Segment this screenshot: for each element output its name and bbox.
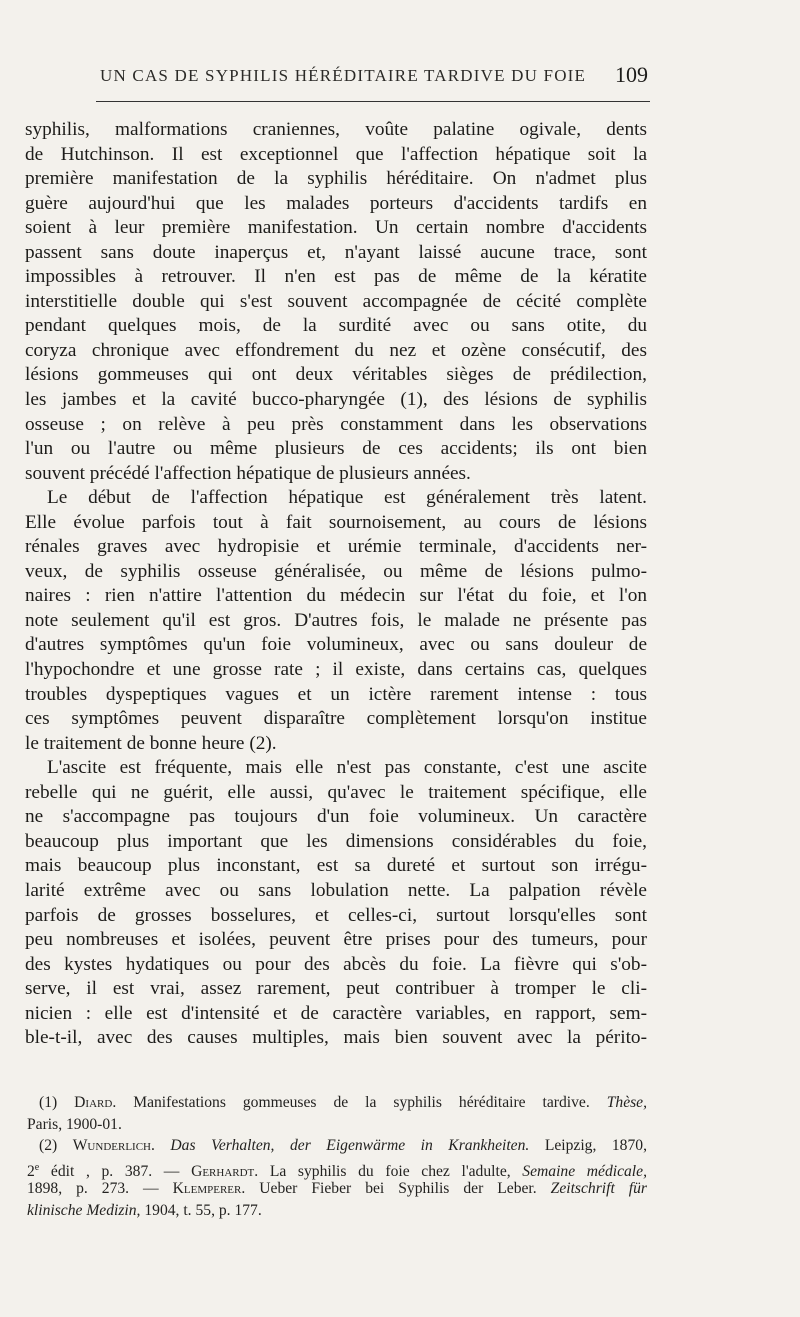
- paragraph-start-line: Le début de l'affection hépatique est généralement très latent.: [47, 487, 647, 509]
- footnote-text: Manifestations gommeuses de la syphilis héréditaire tardive.: [116, 1094, 590, 1111]
- text-line: osseuse ; on relève à peu près constamment dans les observations: [25, 413, 647, 435]
- text-line: lésions gommeuses qui ont deux véritables sièges de prédilection,: [25, 364, 647, 386]
- footnote-author: Gerhardt.: [191, 1162, 259, 1180]
- text-line: les jambes et la cavité bucco-pharyngée (1), des lésions de syphilis: [25, 389, 647, 411]
- text-line: interstitielle double qui s'est souvent accompagnée de cécité complète: [25, 290, 647, 312]
- footnote-2-line: [27, 1200, 647, 1222]
- text-line: ble-t-il, avec des causes multiples, mais bien souvent avec la périto-: [25, 1027, 647, 1049]
- footnote-text: 2: [27, 1162, 35, 1180]
- footnote-text: Ueber Fieber bei Syphilis der Leber.: [245, 1180, 551, 1198]
- text-line: l'hypochondre et une grosse rate ; il existe, dans certains cas, quelques: [25, 659, 647, 681]
- text-line: veux, de syphilis osseuse généralisée, ou même de lésions pulmo-: [25, 560, 647, 582]
- footnote-marker: (1): [39, 1094, 58, 1111]
- text-line: troubles dyspeptiques vagues et un ictère rarement intense : tous: [25, 683, 647, 705]
- text-line: d'autres symptômes qu'un foie volumineux, avec ou sans douleur de: [25, 634, 647, 656]
- footnote-1-line: Paris, 1900-01.: [27, 1115, 122, 1133]
- footnote-superscript: e: [34, 1161, 40, 1173]
- footnote-author: Wunderlich.: [72, 1137, 155, 1155]
- header-rule: [96, 101, 650, 102]
- footnote-text: La syphilis du foie chez l'adulte,: [258, 1162, 523, 1180]
- footnote-text: Leipzig, 1870,: [529, 1137, 647, 1155]
- running-title: UN CAS DE SYPHILIS HÉRÉDITAIRE TARDIVE DU FOIE: [100, 66, 587, 85]
- text-line: guère aujourd'hui que les malades porteurs d'accidents tardifs en: [25, 192, 647, 214]
- text-line: nicien : elle est d'intensité et de caractère variables, en rapport, sem-: [25, 1002, 647, 1024]
- text-line: beaucoup plus important que les dimensions considérables du foie,: [25, 830, 647, 852]
- footnote-work-title: Zeitschrift für: [550, 1180, 647, 1198]
- text-line: de Hutchinson. Il est exceptionnel que l'affection hépatique soit la: [25, 143, 647, 165]
- footnote-work-title: klinische Medizin,: [27, 1201, 141, 1219]
- text-line: l'un ou l'autre ou même plusieurs de ces accidents; ils ont bien: [25, 438, 647, 460]
- footnote-marker: (2): [39, 1137, 58, 1155]
- footnote-work-title: Thèse,: [606, 1094, 647, 1111]
- text-line: larité extrême avec ou sans lobulation nette. La palpation révèle: [25, 879, 647, 901]
- text-line: syphilis, malformations craniennes, voûte palatine ogivale, dents: [25, 119, 647, 140]
- text-line: ne s'accompagne pas toujours d'un foie volumineux. Un caractère: [25, 806, 647, 828]
- text-line: soient à leur première manifestation. Un certain nombre d'accidents: [25, 217, 647, 239]
- footnote-work-title: Semaine médicale,: [522, 1162, 647, 1180]
- text-line: première manifestation de la syphilis héréditaire. On n'admet plus: [25, 168, 647, 190]
- footnote-text: 1904, t. 55, p. 177.: [140, 1201, 262, 1219]
- text-line: passent sans doute inaperçus et, n'ayant laissé aucune trace, sont: [25, 241, 647, 263]
- footnote-2-line: [27, 1157, 647, 1179]
- text-line: des kystes hydatiques ou pour des abcès du foie. La fièvre qui s'ob-: [25, 953, 647, 975]
- page-number: 109: [615, 62, 648, 87]
- text-line: ces symptômes peuvent disparaître complètement lorsqu'on institue: [25, 708, 647, 730]
- text-line: pendant quelques mois, de la surdité avec ou sans otite, du: [25, 315, 647, 337]
- footnote-2-line: [27, 1135, 647, 1157]
- paragraph-start-line: L'ascite est fréquente, mais elle n'est pas constante, c'est une ascite: [47, 757, 647, 779]
- text-line: le traitement de bonne heure (2).: [25, 732, 277, 754]
- text-line: parfois de grosses bosselures, et celles-ci, surtout lorsqu'elles sont: [25, 904, 647, 926]
- text-line: peu nombreuses et isolées, peuvent être prises pour des tumeurs, pour: [25, 929, 647, 951]
- footnote-author: Diard.: [74, 1094, 117, 1111]
- text-line: naires : rien n'attire l'attention du médecin sur l'état du foie, et l'on: [25, 585, 647, 607]
- text-line: serve, il est vrai, assez rarement, peut contribuer à tromper le cli-: [25, 978, 647, 1000]
- running-head: [96, 62, 650, 92]
- text-line: mais beaucoup plus inconstant, est sa dureté et surtout son irrégu-: [25, 855, 647, 877]
- footnote-2-line: [27, 1178, 647, 1200]
- text-line: rebelle qui ne guérit, elle aussi, qu'avec le traitement spécifique, elle: [25, 781, 647, 803]
- text-line: rénales graves avec hydropisie et urémie terminale, d'accidents ner-: [25, 536, 647, 558]
- text-line: impossibles à retrouver. Il n'en est pas de même de la kératite: [25, 266, 647, 288]
- text-line: souvent précédé l'affection hépatique de plusieurs années.: [25, 462, 471, 484]
- footnote-1-line: [27, 1092, 647, 1114]
- body-text: [25, 118, 647, 1051]
- footnote-text: 1898, p. 273. —: [27, 1180, 173, 1198]
- footnote-text: édit , p. 387. —: [39, 1162, 192, 1180]
- footnote-work-title: Das Verhalten, der Eigenwärme in Krankheiten.: [170, 1137, 530, 1155]
- footnotes: [27, 1092, 647, 1222]
- text-line: coryza chronique avec effondrement du nez et ozène consécutif, des: [25, 339, 647, 361]
- text-line: Elle évolue parfois tout à fait sournoisement, au cours de lésions: [25, 511, 647, 533]
- text-line: note seulement qu'il est gros. D'autres fois, le malade ne présente pas: [25, 609, 647, 631]
- footnote-author: Klemperer.: [172, 1180, 246, 1198]
